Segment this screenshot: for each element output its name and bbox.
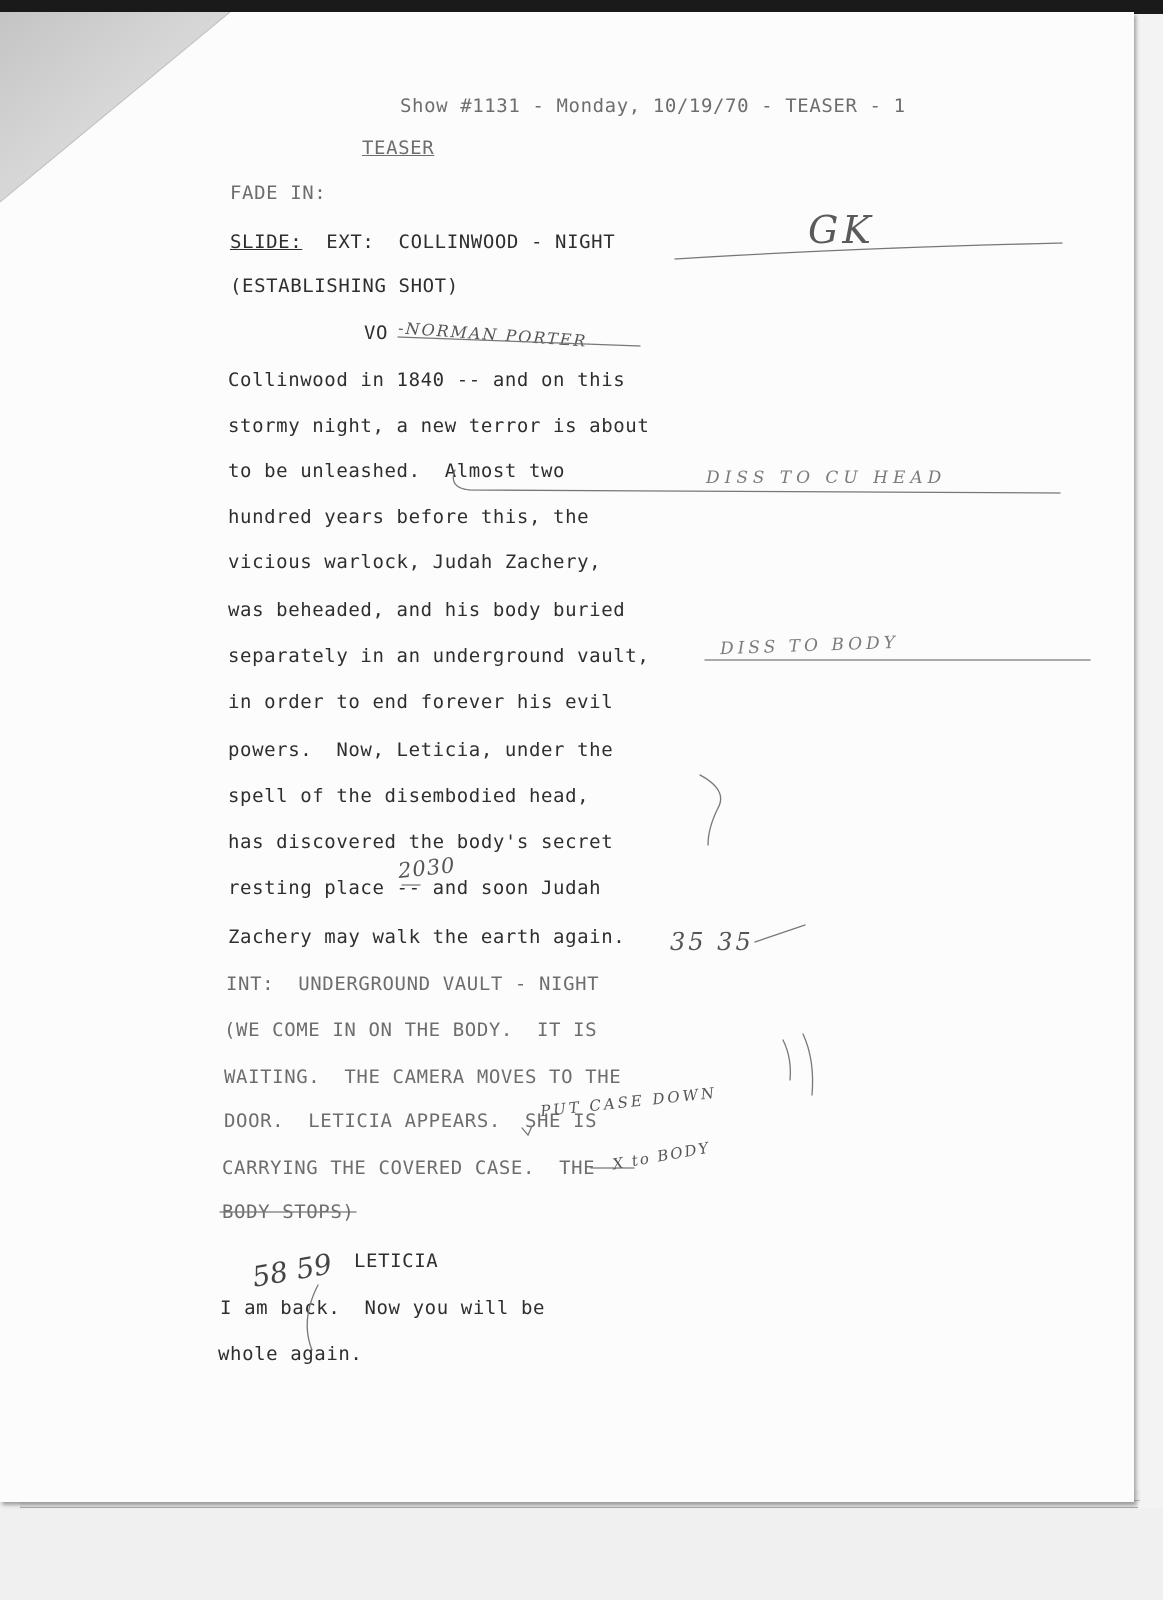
narration-line: separately in an underground vault, <box>228 645 650 667</box>
dialogue-line: I am back. Now you will be <box>220 1297 546 1319</box>
handwritten-insert: 2030 <box>396 853 457 883</box>
dialogue-line: whole again. <box>218 1343 363 1365</box>
handwritten-note: PUT CASE DOWN <box>539 1083 718 1121</box>
narration-line: was beheaded, and his body buried <box>228 599 626 621</box>
handwritten-note: DISS TO BODY <box>719 632 900 660</box>
page-header: Show #1131 - Monday, 10/19/70 - TEASER - 1 <box>400 95 906 117</box>
background <box>0 1508 1163 1600</box>
handwritten-timing: 35 35 <box>670 928 754 956</box>
narration-line: Collinwood in 1840 -- and on this <box>228 369 626 391</box>
slide-location: EXT: COLLINWOOD - NIGHT <box>302 231 616 253</box>
narration-line: spell of the disembodied head, <box>228 785 590 807</box>
stage-direction-line: WAITING. THE CAMERA MOVES TO THE <box>224 1066 622 1088</box>
dog-ear-corner <box>0 12 240 212</box>
narration-line: resting place -- and soon Judah <box>228 877 602 899</box>
handwritten-initials: GK <box>808 208 875 252</box>
slide-line <box>230 231 615 253</box>
narration-line: vicious warlock, Judah Zachery, <box>228 551 602 573</box>
narration-line: Zachery may walk the earth again. <box>228 926 626 948</box>
stage-direction-line: CARRYING THE COVERED CASE. THE <box>222 1157 596 1179</box>
handwritten-note: DISS TO CU HEAD <box>706 468 947 488</box>
stage-direction-line: (WE COME IN ON THE BODY. IT IS <box>224 1019 598 1041</box>
narration-line: stormy night, a new terror is about <box>228 415 650 437</box>
stage-direction-line: DOOR. LETICIA APPEARS. SHE IS <box>224 1110 598 1132</box>
stage-direction-line: BODY STOPS) <box>222 1201 355 1223</box>
narration-line: has discovered the body's secret <box>228 831 614 853</box>
narration-line: hundred years before this, the <box>228 506 590 528</box>
handwritten-timing: 58 59 <box>249 1247 335 1294</box>
section-title: TEASER <box>362 137 435 159</box>
scene-heading: INT: UNDERGROUND VAULT - NIGHT <box>226 973 600 995</box>
narration-line: in order to end forever his evil <box>228 691 614 713</box>
slide-label: SLIDE: <box>230 231 303 253</box>
transition: FADE IN: <box>230 182 327 204</box>
character-name: LETICIA <box>354 1250 439 1272</box>
handwritten-vo-name: -NORMAN PORTER <box>397 318 589 351</box>
vo-cue: VO <box>364 322 389 344</box>
narration-line: to be unleashed. Almost two <box>228 460 566 482</box>
handwritten-note: X to BODY <box>611 1138 712 1174</box>
shot-note: (ESTABLISHING SHOT) <box>230 275 459 297</box>
narration-line: powers. Now, Leticia, under the <box>228 739 614 761</box>
